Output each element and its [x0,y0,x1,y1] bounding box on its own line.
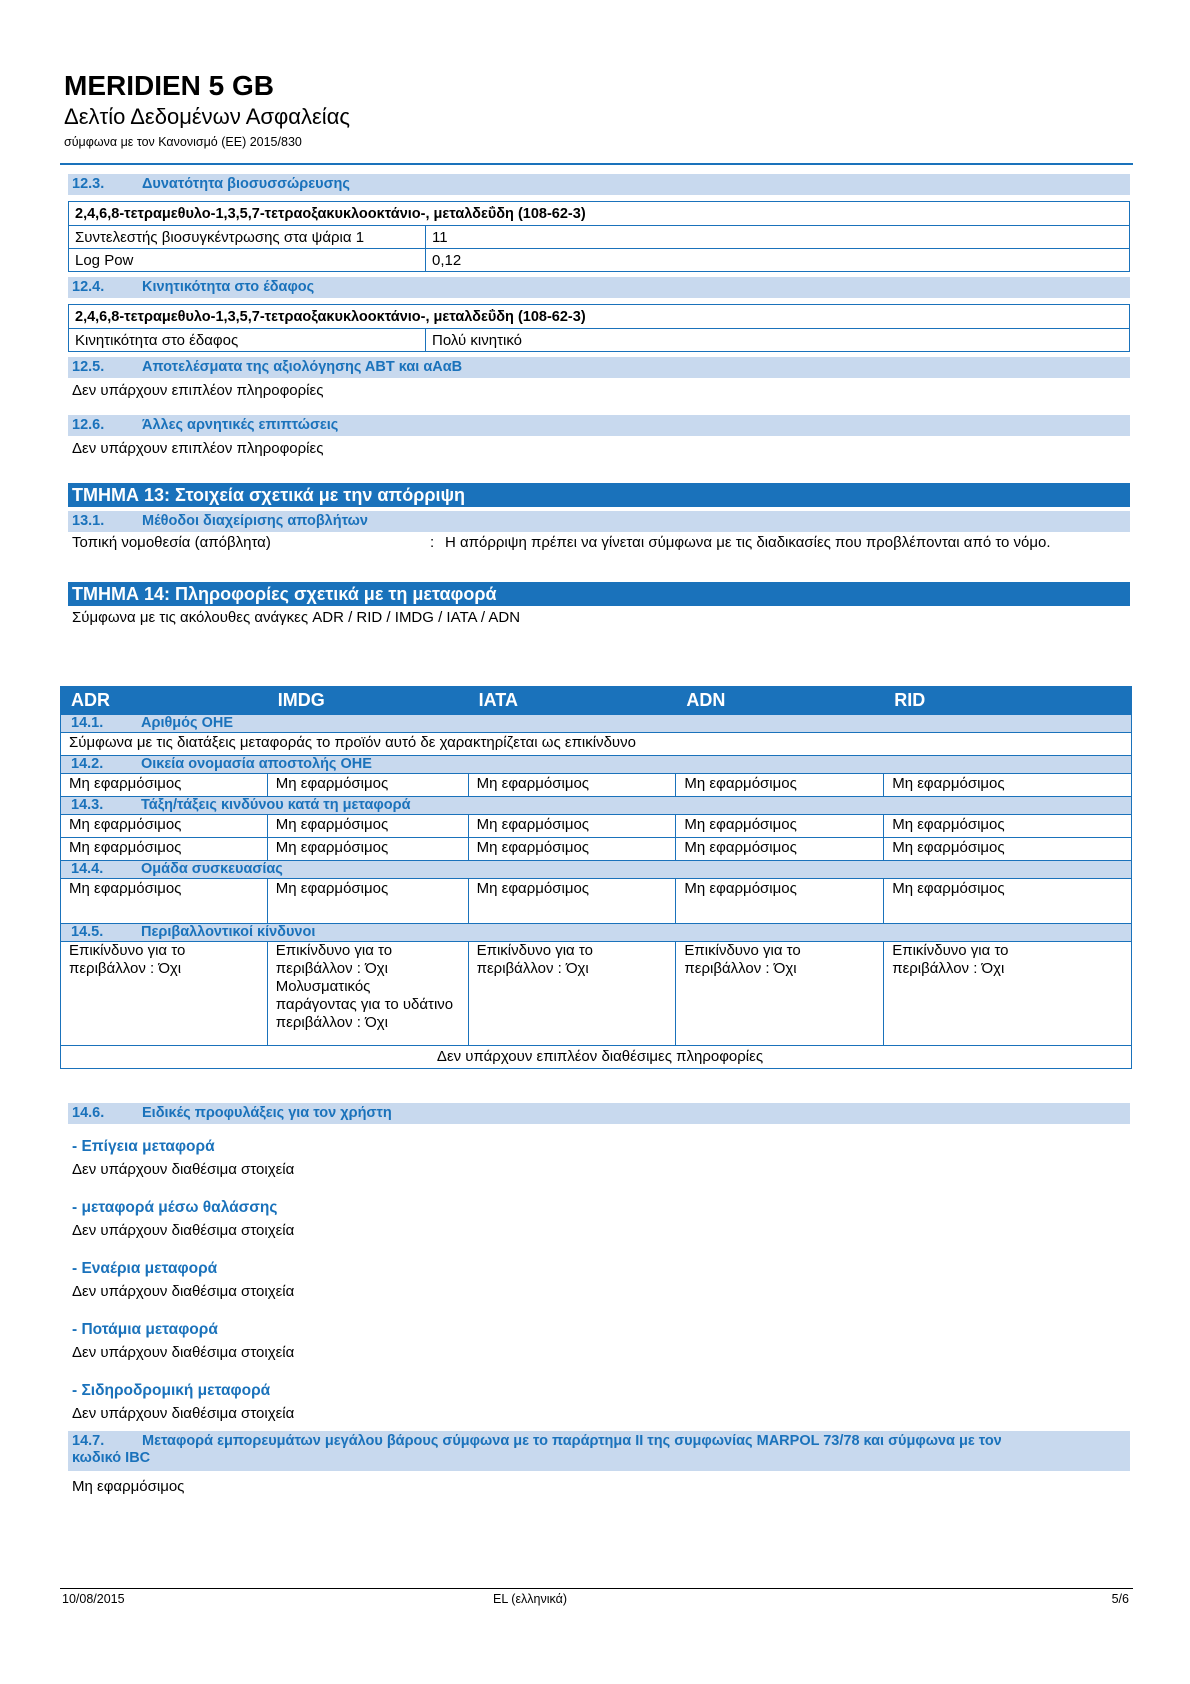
table-cell: Μη εφαρμόσιμος [676,774,884,797]
transport-table [60,686,1132,1069]
document-language: EL (ελληνικά) [493,1592,567,1606]
transport-mode-title: - Σιδηροδρομική μεταφορά [72,1382,271,1399]
subsection-number: 14.3. [71,797,104,813]
transport-mode-title: - Εναέρια μεταφορά [72,1260,218,1277]
property-label: Κινητικότητα στο έδαφος [69,329,426,352]
subsection-title: Αποτελέσματα της αξιολόγησης ΑΒΤ και αΑαΒ [142,359,463,375]
subsection-14-3-heading [61,797,1132,815]
subsection-title: Τάξη/τάξεις κινδύνου κατά τη μεταφορά [141,797,411,813]
table-cell: Μη εφαρμόσιμος [61,838,268,861]
env-hazard-iata [468,942,676,1046]
transport-mode-title: - Ποτάμια μεταφορά [72,1321,218,1338]
subsection-title: Αριθμός ΟΗΕ [141,715,234,731]
cell-line: Επικίνδυνο για το [892,942,1009,959]
subsection-14-7-heading [68,1431,1130,1471]
bioaccumulation-table [68,201,1130,272]
mobility-table [68,304,1130,352]
table-cell: Μη εφαρμόσιμος [267,879,468,924]
env-hazard-imdg [267,942,468,1046]
subsection-number: 14.6. [72,1105,105,1121]
cell-line: Επικίνδυνο για το [476,942,593,959]
subsection-title: Μέθοδοι διαχείρισης αποβλήτων [142,513,368,529]
table-cell: Μη εφαρμόσιμος [676,838,884,861]
document-header [64,70,1130,150]
header-divider [60,163,1133,165]
subsection-number: 14.7. [72,1433,105,1449]
table-cell: Μη εφαρμόσιμος [676,815,884,838]
table-cell: Μη εφαρμόσιμος [468,879,676,924]
transport-mode-text: Δεν υπάρχουν διαθέσιμα στοιχεία [72,1222,295,1239]
mode-imdg: IMDG [267,687,468,715]
product-title: MERIDIEN 5 GB [64,70,275,101]
transport-mode-title: - Επίγεια μεταφορά [72,1138,215,1155]
subsection-text: Δεν υπάρχουν επιπλέον πληροφορίες [72,440,324,457]
subsection-title-continued: κωδικό IBC [72,1450,151,1466]
transport-mode-text: Δεν υπάρχουν διαθέσιμα στοιχεία [72,1161,295,1178]
subsection-title: Περιβαλλοντικοί κίνδυνοι [141,924,316,940]
mode-rid: RID [884,687,1132,715]
cell-line: περιβάλλον : Όχι [275,960,388,977]
table-cell: Μη εφαρμόσιμος [267,815,468,838]
subsection-number: 13.1. [72,513,105,529]
subsection-number: 14.2. [71,756,104,772]
cell-line: Επικίνδυνο για το [275,942,393,959]
env-hazard-rid [884,942,1132,1046]
page-number: 5/6 [1111,1592,1129,1606]
table-row [61,838,1132,861]
table-cell: Μη εφαρμόσιμος [884,838,1132,861]
cell-line: Επικίνδυνο για το [69,942,186,959]
table-cell: Μη εφαρμόσιμος [61,815,268,838]
mode-iata: IATA [468,687,676,715]
subsection-12-5-heading [68,357,1130,378]
table-cell: Μη εφαρμόσιμος [267,838,468,861]
cell-line: περιβάλλον : Όχι [892,960,1005,977]
page-footer [60,1588,1133,1606]
table-cell: Μη εφαρμόσιμος [676,879,884,924]
subsection-title: Ειδικές προφυλάξεις για τον χρήστη [142,1105,392,1121]
table-cell: Μη εφαρμόσιμος [884,879,1132,924]
no-additional-info: Δεν υπάρχουν επιπλέον διαθέσιμες πληροφορίες [61,1046,1132,1069]
transport-mode-text: Δεν υπάρχουν διαθέσιμα στοιχεία [72,1405,295,1422]
table-cell: Μη εφαρμόσιμος [468,774,676,797]
subsection-14-2-heading [61,756,1132,774]
cell-line: περιβάλλον : Όχι [275,1014,388,1031]
transport-mode-text: Δεν υπάρχουν διαθέσιμα στοιχεία [72,1283,295,1300]
table-cell: Μη εφαρμόσιμος [267,774,468,797]
mode-adn: ADN [676,687,884,715]
table-cell: Μη εφαρμόσιμος [468,815,676,838]
cell-line: περιβάλλον : Όχι [684,960,797,977]
subsection-number: 12.5. [72,359,105,375]
table-row [61,879,1132,924]
table-cell: Μη εφαρμόσιμος [884,815,1132,838]
property-value: Πολύ κινητικό [426,329,1130,352]
table-row [69,329,1130,352]
subsection-12-3-heading [68,174,1130,195]
table-row [61,942,1132,1046]
main-content [68,174,1130,628]
subsection-number: 12.6. [72,417,105,433]
subsection-title: Ομάδα συσκευασίας [141,861,283,877]
table-row [69,249,1130,272]
property-value: 11 [426,226,1130,249]
table-row [61,815,1132,838]
subsection-14-4-heading [61,861,1132,879]
cell-line: Μολυσματικός [275,978,371,995]
cell-line: περιβάλλον : Όχι [476,960,589,977]
subsection-14-5-heading [61,924,1132,942]
subsection-13-1-heading [68,511,1130,532]
table-cell: Μη εφαρμόσιμος [61,774,268,797]
table-cell: Μη εφαρμόσιμος [468,838,676,861]
field-label: Τοπική νομοθεσία (απόβλητα) [72,534,271,551]
env-hazard-adr [61,942,268,1046]
table-row [61,774,1132,797]
table-cell: Μη εφαρμόσιμος [61,879,268,924]
un-number-note: Σύμφωνα με τις διατάξεις μεταφοράς το προϊόν αυτό δε χαρακτηρίζεται ως επικίνδυνο [61,733,1132,756]
waste-disposal-row [68,533,1130,553]
subsection-number: 14.1. [71,715,104,731]
regulation-reference: σύμφωνα με τον Κανονισμό (ΕΕ) 2015/830 [64,135,302,149]
table-cell: Μη εφαρμόσιμος [884,774,1132,797]
subsection-14-6-heading [68,1103,1130,1124]
cell-line: περιβάλλον : Όχι [69,960,182,977]
cell-line: Επικίνδυνο για το [684,942,801,959]
table-row [61,733,1132,756]
env-hazard-adn [676,942,884,1046]
subsection-title: Δυνατότητα βιοσυσσώρευσης [142,176,350,192]
subsection-title: Οικεία ονομασία αποστολής ΟΗΕ [141,756,372,772]
transport-mode-title: - μεταφορά μέσω θαλάσσης [72,1199,278,1216]
property-value: 0,12 [426,249,1130,272]
cell-line: παράγοντας για το υδάτινο [275,996,454,1013]
subsection-14-1-heading [61,715,1132,733]
component-name: 2,4,6,8-τετραμεθυλο-1,3,5,7-τετραοξακυκλοοκτάνιο-, μεταλδεΰδη (108-62-3) [69,305,1130,329]
section-14-heading: ΤΜΗΜΑ 14: Πληροφορίες σχετικά με τη μεταφορά [68,582,1130,606]
section-13-heading: ΤΜΗΜΑ 13: Στοιχεία σχετικά με την απόρριψη [68,483,1130,507]
field-separator: : [430,534,435,551]
subsection-text: Μη εφαρμόσιμος [72,1478,185,1495]
property-label: Log Pow [69,249,426,272]
document-type: Δελτίο Δεδομένων Ασφαλείας [64,104,351,129]
revision-date: 10/08/2015 [62,1592,125,1606]
property-label: Συντελεστής βιοσυγκέντρωσης στα ψάρια 1 [69,226,426,249]
field-value: Η απόρριψη πρέπει να γίνεται σύμφωνα με τις διαδικασίες που προβλέπονται από το νόμο. [445,534,1051,551]
subsection-number: 12.4. [72,279,105,295]
subsection-title: Άλλες αρνητικές επιπτώσεις [142,417,339,433]
table-row [61,1046,1132,1069]
subsection-text: Δεν υπάρχουν επιπλέον πληροφορίες [72,382,324,399]
subsection-number: 14.5. [71,924,104,940]
mode-adr: ADR [61,687,268,715]
subsection-12-4-heading [68,277,1130,298]
transport-modes-header [61,687,1132,715]
user-precautions-section [68,1103,1130,1497]
table-row [69,226,1130,249]
subsection-title: Κινητικότητα στο έδαφος [142,279,315,295]
subsection-12-6-heading [68,415,1130,436]
transport-mode-text: Δεν υπάρχουν διαθέσιμα στοιχεία [72,1344,295,1361]
subsection-number: 14.4. [71,861,104,877]
subsection-number: 12.3. [72,176,105,192]
subsection-title: Μεταφορά εμπορευμάτων μεγάλου βάρους σύμφωνα με το παράρτημα II της συμφωνίας MARPOL 73/78 και σύμφωνα με τον [142,1433,1002,1449]
component-name: 2,4,6,8-τετραμεθυλο-1,3,5,7-τετραοξακυκλοοκτάνιο-, μεταλδεΰδη (108-62-3) [69,202,1130,226]
transport-intro: Σύμφωνα με τις ακόλουθες ανάγκες ADR / RID / IMDG / IATA / ADN [72,609,521,626]
